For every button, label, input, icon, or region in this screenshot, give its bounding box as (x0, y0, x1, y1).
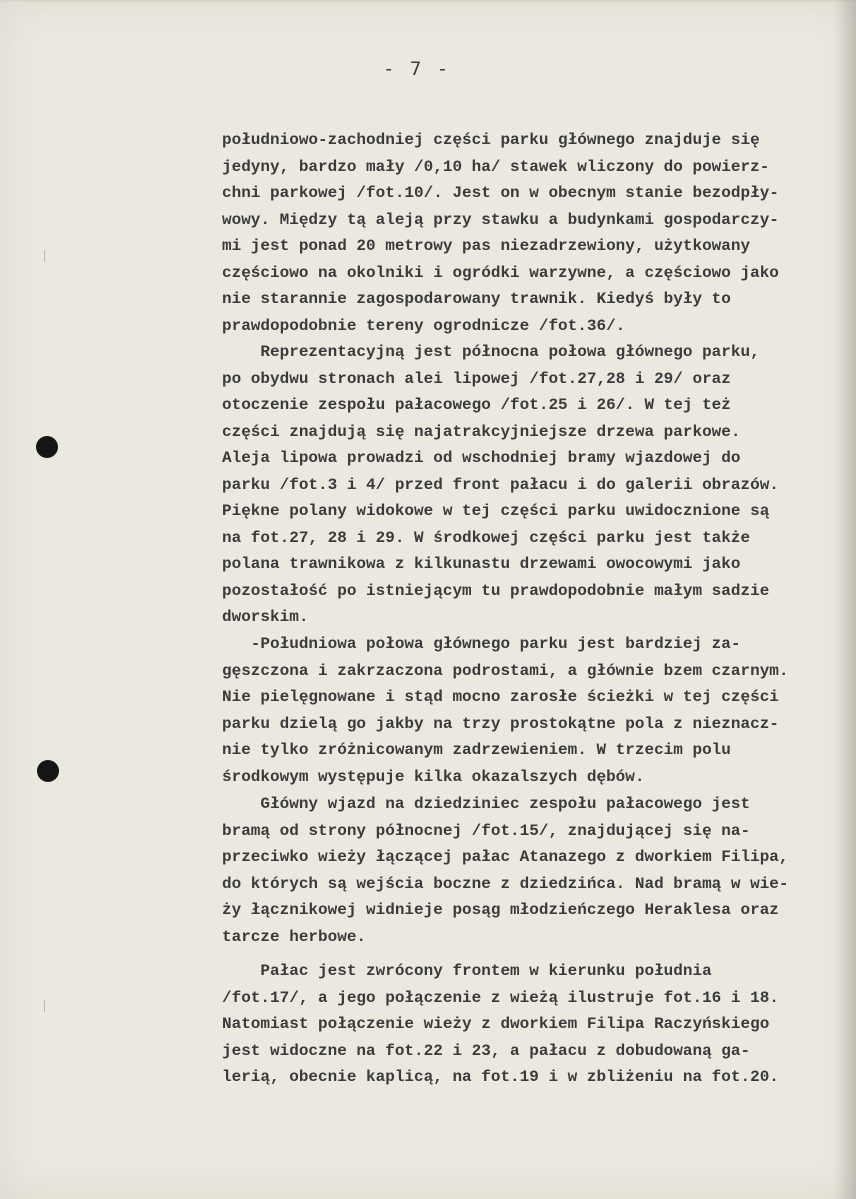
text-line: gęszczona i zakrzaczona podrostami, a głównie bzem czarnym. (222, 661, 789, 680)
text-line: Pałac jest zwrócony frontem w kierunku południa (222, 962, 712, 980)
text-line: częściowo na okolniki i ogródki warzywne, a częściowo jako (222, 263, 779, 282)
text-line: po obydwu stronach alei lipowej /fot.27,28 i 29/ oraz (222, 369, 731, 388)
text-line: ży łącznikowej widnieje posąg młodzieńczego Heraklesa oraz (222, 901, 779, 919)
margin-mark (44, 1000, 45, 1012)
text-line: prawdopodobnie tereny ogrodnicze /fot.36/. (222, 316, 626, 335)
paragraph (222, 127, 842, 339)
text-line: nie starannie zagospodarowany trawnik. Kiedyś były to (222, 290, 731, 308)
paragraph (222, 791, 842, 950)
text-line: na fot.27, 28 i 29. W środkowej części parku jest także (222, 528, 751, 547)
text-line: lerią, obecnie kaplicą, na fot.19 i w zbliżeniu na fot.20. (222, 1068, 779, 1086)
text-line: parku dzielą go jakby na trzy prostokątne pola z nieznacz- (222, 714, 779, 733)
text-line: Główny wjazd na dziedziniec zespołu pałacowego jest (222, 795, 751, 813)
text-line: Aleja lipowa prowadzi od wschodniej bramy wjazdowej do (222, 449, 741, 467)
text-line: przeciwko wieży łączącej pałac Atanazego z dworkiem Filipa, (222, 848, 789, 866)
text-line: Piękne polany widokowe w tej części parku uwidocznione są (222, 502, 770, 520)
text-line: jedyny, bardzo mały /0,10 ha/ stawek wliczony do powierz- (222, 157, 770, 176)
text-line: mi jest ponad 20 metrowy pas niezadrzewiony, użytkowany (222, 237, 751, 255)
punch-hole-top (36, 436, 58, 458)
paragraph (222, 631, 842, 790)
text-line: do których są wejścia boczne z dziedzińca. Nad bramą w wie- (222, 874, 789, 893)
text-line: pozostałość po istniejącym tu prawdopodobnie małym sadzie (222, 581, 770, 600)
text-line: jest widoczne na fot.22 i 23, a pałacu z dobudowaną ga- (222, 1041, 751, 1060)
punch-hole-bottom (37, 760, 59, 782)
text-line: Natomiast połączenie wieży z dworkiem Filipa Raczyńskiego (222, 1015, 770, 1033)
text-line: nie tylko zróżnicowanym zadrzewieniem. W trzecim polu (222, 741, 731, 759)
text-line: otoczenie zespołu pałacowego /fot.25 i 26/. W tej też (222, 396, 731, 414)
text-line: części znajdują się najatrakcyjniejsze drzewa parkowe. (222, 422, 741, 441)
text-line: /fot.17/, a jego połączenie z wieżą ilustruje fot.16 i 18. (222, 988, 779, 1007)
page-number: - 7 - (383, 58, 451, 80)
text-line: środkowym występuje kilka okazalszych dębów. (222, 767, 645, 786)
text-line: polana trawnikowa z kilkunastu drzewami owocowymi jako (222, 555, 741, 573)
text-line: południowo-zachodniej części parku głównego znajduje się (222, 131, 760, 149)
text-line: dworskim. (222, 608, 309, 626)
text-line: wowy. Między tą aleją przy stawku a budynkami gospodarczy- (222, 210, 779, 229)
text-line: bramą od strony północnej /fot.15/, znajdującej się na- (222, 821, 751, 840)
text-line: -Południowa połowa głównego parku jest bardziej za- (222, 635, 741, 653)
text-line: chni parkowej /fot.10/. Jest on w obecnym stanie bezodpły- (222, 184, 779, 202)
text-line: tarcze herbowe. (222, 927, 367, 946)
margin-mark (44, 250, 45, 262)
text-line: Nie pielęgnowane i stąd mocno zarosłe ścieżki w tej części (222, 688, 779, 706)
paper-top-edge (0, 0, 856, 2)
paragraph (222, 339, 842, 631)
text-line: Reprezentacyjną jest północna połowa głównego parku, (222, 343, 760, 361)
text-line: parku /fot.3 i 4/ przed front pałacu i do galerii obrazów. (222, 475, 779, 494)
paragraph (222, 958, 842, 1091)
